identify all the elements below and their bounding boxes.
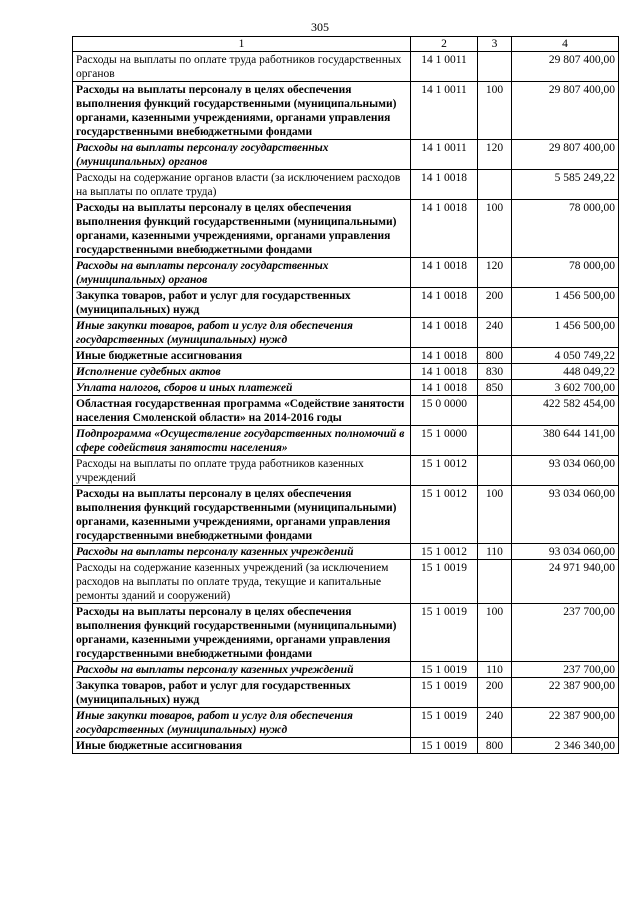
row-type: 200	[478, 678, 512, 708]
row-name: Иные закупки товаров, работ и услуг для обеспечения государственных (муниципальных) нужд	[73, 318, 411, 348]
row-amount: 24 971 940,00	[512, 560, 619, 604]
table-row	[73, 200, 619, 258]
row-code: 15 1 0019	[411, 708, 478, 738]
row-code: 14 1 0018	[411, 364, 478, 380]
row-code: 14 1 0018	[411, 318, 478, 348]
row-amount: 93 034 060,00	[512, 456, 619, 486]
row-type	[478, 456, 512, 486]
row-code: 15 1 0019	[411, 662, 478, 678]
row-name: Расходы на выплаты персоналу государственных (муниципальных) органов	[73, 140, 411, 170]
row-name: Исполнение судебных актов	[73, 364, 411, 380]
row-type: 110	[478, 662, 512, 678]
column-header-3: 3	[478, 37, 512, 52]
table-row	[73, 348, 619, 364]
row-name: Закупка товаров, работ и услуг для государственных (муниципальных) нужд	[73, 288, 411, 318]
row-type	[478, 170, 512, 200]
row-name: Расходы на выплаты по оплате труда работников государственных органов	[73, 52, 411, 82]
table-row	[73, 662, 619, 678]
row-amount: 93 034 060,00	[512, 486, 619, 544]
table-row	[73, 82, 619, 140]
row-code: 14 1 0018	[411, 170, 478, 200]
table-row	[73, 380, 619, 396]
row-amount: 237 700,00	[512, 604, 619, 662]
row-code: 15 1 0019	[411, 560, 478, 604]
table-row	[73, 456, 619, 486]
page-number: 305	[311, 20, 329, 34]
table-row	[73, 396, 619, 426]
table-row	[73, 708, 619, 738]
row-type: 110	[478, 544, 512, 560]
row-code: 14 1 0011	[411, 52, 478, 82]
row-code: 15 1 0019	[411, 678, 478, 708]
row-code: 15 1 0000	[411, 426, 478, 456]
row-code: 14 1 0018	[411, 380, 478, 396]
row-type	[478, 52, 512, 82]
table-row	[73, 364, 619, 380]
row-name: Расходы на выплаты персоналу казенных учреждений	[73, 544, 411, 560]
row-name: Расходы на выплаты персоналу в целях обеспечения выполнения функций государственными (муниципальными) органами, казенными учреждениями, органами управления государственными внебюджетными фондами	[73, 486, 411, 544]
row-name: Расходы на содержание органов власти (за исключением расходов на выплаты по оплате труда)	[73, 170, 411, 200]
row-type: 800	[478, 348, 512, 364]
row-amount: 93 034 060,00	[512, 544, 619, 560]
row-name: Иные бюджетные ассигнования	[73, 348, 411, 364]
table-row	[73, 604, 619, 662]
table-row	[73, 140, 619, 170]
row-amount: 3 602 700,00	[512, 380, 619, 396]
table-header-row	[73, 37, 619, 52]
row-code: 14 1 0011	[411, 140, 478, 170]
row-type: 120	[478, 140, 512, 170]
table-row	[73, 678, 619, 708]
row-type: 850	[478, 380, 512, 396]
row-type: 800	[478, 738, 512, 754]
row-amount: 22 387 900,00	[512, 678, 619, 708]
row-amount: 29 807 400,00	[512, 82, 619, 140]
table-row	[73, 738, 619, 754]
row-amount: 4 050 749,22	[512, 348, 619, 364]
table-row	[73, 258, 619, 288]
row-name: Иные бюджетные ассигнования	[73, 738, 411, 754]
budget-table	[72, 36, 619, 754]
table-row	[73, 560, 619, 604]
table-row	[73, 170, 619, 200]
row-amount: 2 346 340,00	[512, 738, 619, 754]
row-type: 240	[478, 708, 512, 738]
row-name: Расходы на выплаты по оплате труда работников казенных учреждений	[73, 456, 411, 486]
row-name: Расходы на выплаты персоналу казенных учреждений	[73, 662, 411, 678]
row-type: 120	[478, 258, 512, 288]
table-body	[73, 52, 619, 754]
row-name: Расходы на выплаты персоналу государственных (муниципальных) органов	[73, 258, 411, 288]
row-name: Иные закупки товаров, работ и услуг для обеспечения государственных (муниципальных) нужд	[73, 708, 411, 738]
row-type	[478, 560, 512, 604]
row-type: 100	[478, 200, 512, 258]
column-header-4: 4	[512, 37, 619, 52]
table-row	[73, 426, 619, 456]
row-name: Закупка товаров, работ и услуг для государственных (муниципальных) нужд	[73, 678, 411, 708]
row-code: 14 1 0018	[411, 258, 478, 288]
row-type: 100	[478, 82, 512, 140]
row-amount: 380 644 141,00	[512, 426, 619, 456]
row-code: 15 1 0012	[411, 544, 478, 560]
row-code: 15 1 0012	[411, 456, 478, 486]
row-name: Подпрограмма «Осуществление государственных полномочий в сфере содействия занятости населения»	[73, 426, 411, 456]
row-amount: 5 585 249,22	[512, 170, 619, 200]
row-amount: 22 387 900,00	[512, 708, 619, 738]
row-type: 100	[478, 604, 512, 662]
row-amount: 448 049,22	[512, 364, 619, 380]
row-amount: 1 456 500,00	[512, 288, 619, 318]
row-code: 15 1 0012	[411, 486, 478, 544]
row-code: 14 1 0018	[411, 348, 478, 364]
row-code: 15 1 0019	[411, 604, 478, 662]
row-name: Расходы на выплаты персоналу в целях обеспечения выполнения функций государственными (муниципальными) органами, казенными учреждениями, органами управления государственными внебюджетными фондами	[73, 200, 411, 258]
row-type: 240	[478, 318, 512, 348]
row-code: 14 1 0011	[411, 82, 478, 140]
row-name: Уплата налогов, сборов и иных платежей	[73, 380, 411, 396]
row-code: 14 1 0018	[411, 200, 478, 258]
row-code: 15 1 0019	[411, 738, 478, 754]
column-header-1: 1	[73, 37, 411, 52]
table-row	[73, 288, 619, 318]
row-amount: 78 000,00	[512, 258, 619, 288]
row-amount: 422 582 454,00	[512, 396, 619, 426]
table-row	[73, 486, 619, 544]
row-type	[478, 426, 512, 456]
row-code: 15 0 0000	[411, 396, 478, 426]
row-type: 200	[478, 288, 512, 318]
row-amount: 237 700,00	[512, 662, 619, 678]
row-amount: 29 807 400,00	[512, 52, 619, 82]
row-type: 830	[478, 364, 512, 380]
row-amount: 78 000,00	[512, 200, 619, 258]
row-type	[478, 396, 512, 426]
table-row	[73, 544, 619, 560]
row-name: Областная государственная программа «Содействие занятости населения Смоленской области» на 2014-2016 годы	[73, 396, 411, 426]
row-amount: 1 456 500,00	[512, 318, 619, 348]
row-name: Расходы на выплаты персоналу в целях обеспечения выполнения функций государственными (муниципальными) органами, казенными учреждениями, органами управления государственными внебюджетными фондами	[73, 604, 411, 662]
row-type: 100	[478, 486, 512, 544]
table-row	[73, 52, 619, 82]
row-name: Расходы на содержание казенных учреждений (за исключением расходов на выплаты по оплате труда, текущие и капитальные ремонты зданий и сооружений)	[73, 560, 411, 604]
column-header-2: 2	[411, 37, 478, 52]
row-amount: 29 807 400,00	[512, 140, 619, 170]
row-name: Расходы на выплаты персоналу в целях обеспечения выполнения функций государственными (муниципальными) органами, казенными учреждениями, органами управления государственными внебюджетными фондами	[73, 82, 411, 140]
table-row	[73, 318, 619, 348]
row-code: 14 1 0018	[411, 288, 478, 318]
